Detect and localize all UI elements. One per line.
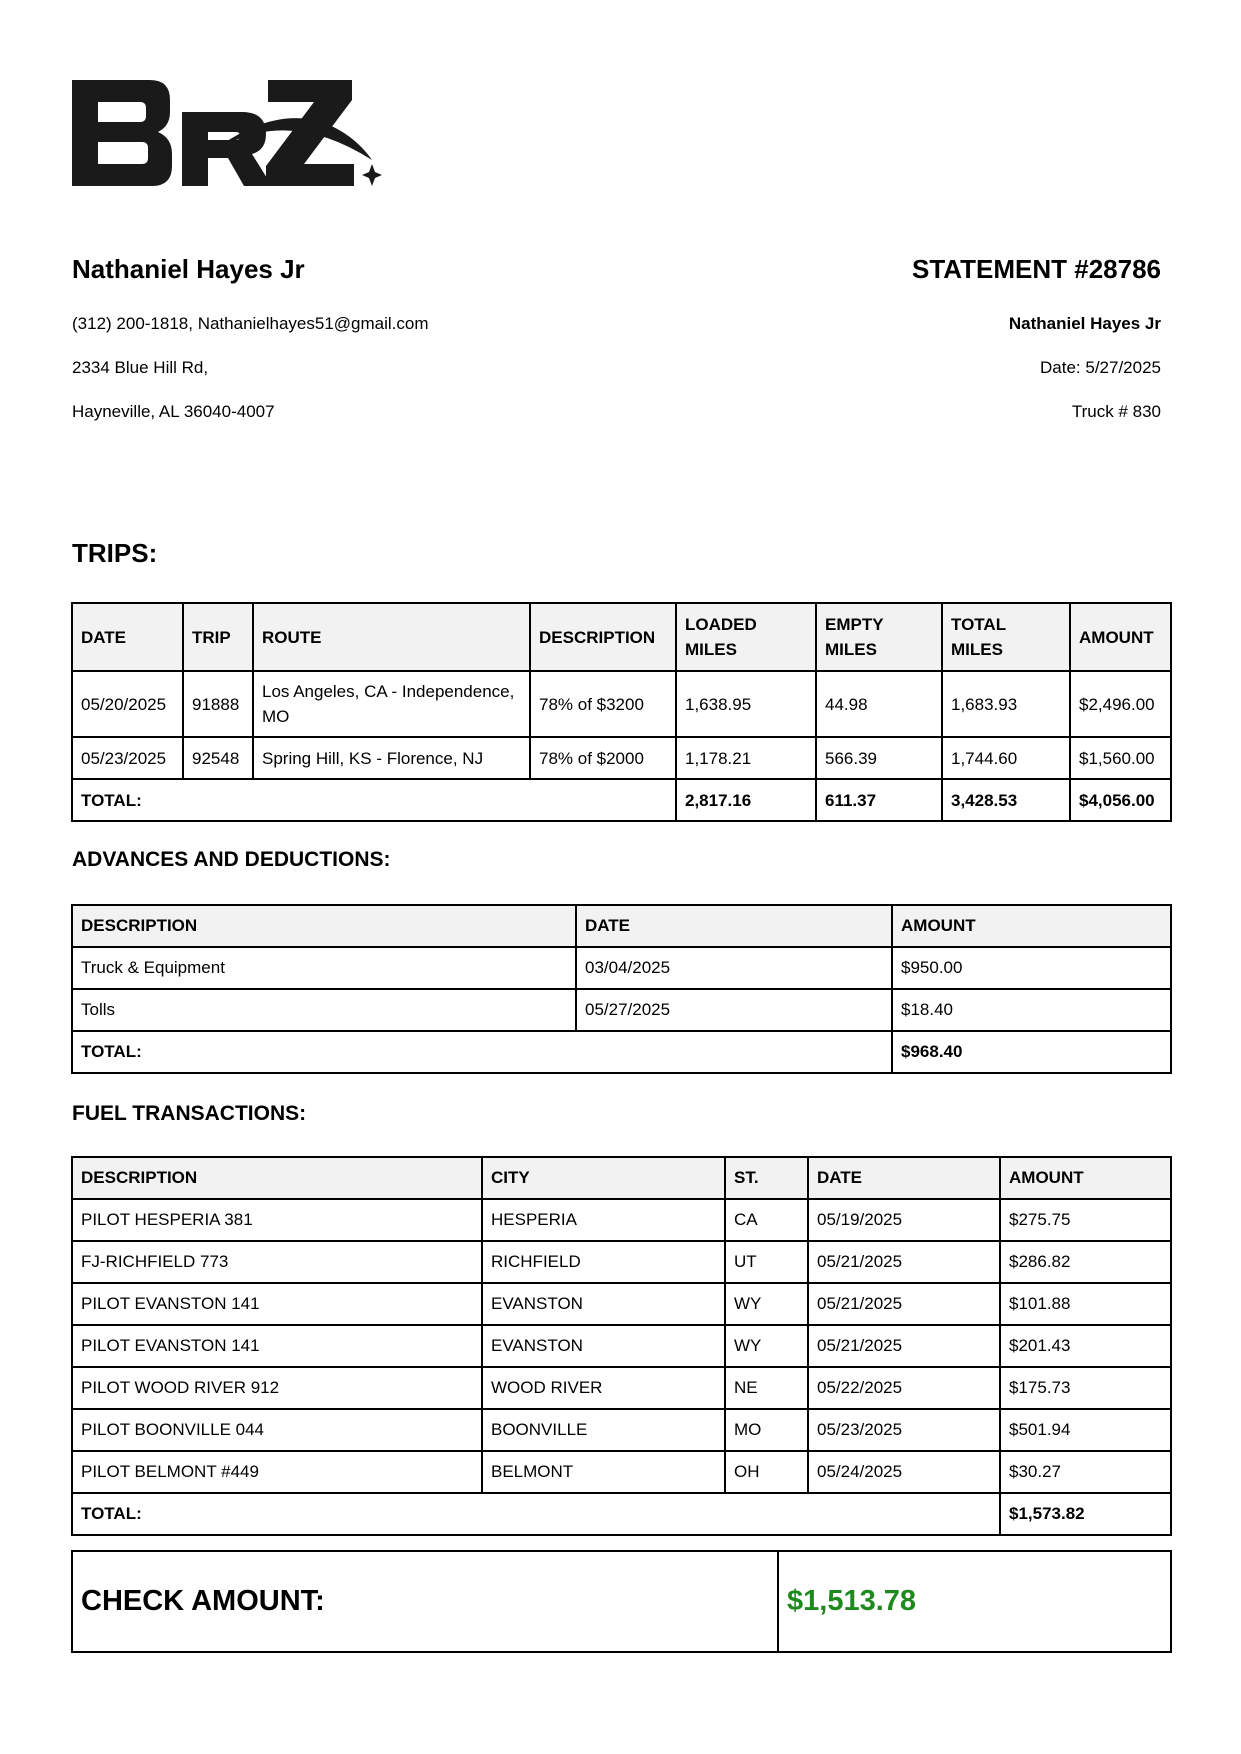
table-cell: Truck & Equipment (72, 947, 576, 989)
table-cell: Los Angeles, CA - Independence, MO (253, 671, 530, 737)
statement-truck: Truck # 830 (1071, 402, 1161, 421)
table-row (72, 671, 1171, 737)
table-cell: EVANSTON (482, 1283, 725, 1325)
table-row (72, 737, 1171, 779)
table-cell: PILOT EVANSTON 141 (72, 1283, 482, 1325)
trips-table (71, 602, 1172, 822)
table-cell: BOONVILLE (482, 1409, 725, 1451)
table-cell: 1,178.21 (676, 737, 816, 779)
total-row (72, 779, 1171, 821)
table-header-row (72, 603, 1171, 671)
company-logo (72, 78, 382, 190)
total-cell: $968.40 (892, 1031, 1171, 1073)
table-cell: 05/23/2025 (808, 1409, 1000, 1451)
total-row (72, 1493, 1171, 1535)
table-cell: PILOT BOONVILLE 044 (72, 1409, 482, 1451)
driver-address-line1: 2334 Blue Hill Rd, (72, 358, 209, 377)
table-cell: Spring Hill, KS - Florence, NJ (253, 737, 530, 779)
table-cell: $30.27 (1000, 1451, 1171, 1493)
total-label: TOTAL: (72, 1031, 892, 1073)
table-cell: 05/21/2025 (808, 1241, 1000, 1283)
table-cell: $2,496.00 (1070, 671, 1171, 737)
driver-info (72, 254, 429, 421)
statement-name: Nathaniel Hayes Jr (1008, 314, 1161, 333)
table-cell: PILOT EVANSTON 141 (72, 1325, 482, 1367)
table-cell: OH (725, 1451, 808, 1493)
column-header: DATE (808, 1157, 1000, 1199)
column-header: AMOUNT (1000, 1157, 1171, 1199)
table-cell: UT (725, 1241, 808, 1283)
table-cell: $286.82 (1000, 1241, 1171, 1283)
check-amount-box (71, 1550, 1172, 1653)
column-header: DATE (72, 603, 183, 671)
table-cell: $101.88 (1000, 1283, 1171, 1325)
table-cell: 03/04/2025 (576, 947, 892, 989)
table-cell: EVANSTON (482, 1325, 725, 1367)
table-cell: $275.75 (1000, 1199, 1171, 1241)
total-label: TOTAL: (72, 1493, 1000, 1535)
table-row (72, 989, 1171, 1031)
table-cell: $501.94 (1000, 1409, 1171, 1451)
table-cell: 05/21/2025 (808, 1283, 1000, 1325)
table-cell: BELMONT (482, 1451, 725, 1493)
fuel-title: FUEL TRANSACTIONS: (72, 1102, 307, 1125)
column-header: DATE (576, 905, 892, 947)
table-row (72, 947, 1171, 989)
column-header: AMOUNT (1070, 603, 1171, 671)
table-cell: $18.40 (892, 989, 1171, 1031)
table-cell: MO (725, 1409, 808, 1451)
table-cell: 05/23/2025 (72, 737, 183, 779)
table-cell: 78% of $2000 (530, 737, 676, 779)
table-cell: 566.39 (816, 737, 942, 779)
column-header: TOTAL MILES (942, 603, 1070, 671)
table-cell: $1,560.00 (1070, 737, 1171, 779)
check-amount-label: CHECK AMOUNT: (72, 1551, 778, 1652)
table-cell: 78% of $3200 (530, 671, 676, 737)
table-cell: WY (725, 1325, 808, 1367)
column-header: DESCRIPTION (72, 905, 576, 947)
column-header: TRIP (183, 603, 253, 671)
driver-name: Nathaniel Hayes Jr (72, 254, 305, 284)
table-cell: 05/21/2025 (808, 1325, 1000, 1367)
table-cell: CA (725, 1199, 808, 1241)
column-header: LOADED MILES (676, 603, 816, 671)
statement-info (911, 254, 1161, 421)
table-cell: $950.00 (892, 947, 1171, 989)
driver-address-line2: Hayneville, AL 36040-4007 (72, 402, 275, 421)
table-cell: 92548 (183, 737, 253, 779)
table-row (72, 1241, 1171, 1283)
table-cell: RICHFIELD (482, 1241, 725, 1283)
advances-title: ADVANCES AND DEDUCTIONS: (72, 848, 391, 871)
total-row (72, 1031, 1171, 1073)
table-header-row (72, 905, 1171, 947)
table-cell: 05/22/2025 (808, 1367, 1000, 1409)
advances-table (71, 904, 1172, 1074)
driver-contact: (312) 200-1818, Nathanielhayes51@gmail.com (72, 314, 429, 333)
table-cell: NE (725, 1367, 808, 1409)
table-row (72, 1451, 1171, 1493)
column-header: ROUTE (253, 603, 530, 671)
total-label: TOTAL: (72, 779, 676, 821)
column-header: DESCRIPTION (530, 603, 676, 671)
total-cell: 611.37 (816, 779, 942, 821)
table-cell: 05/24/2025 (808, 1451, 1000, 1493)
table-row (72, 1409, 1171, 1451)
table-cell: FJ-RICHFIELD 773 (72, 1241, 482, 1283)
table-cell: 05/19/2025 (808, 1199, 1000, 1241)
column-header: EMPTY MILES (816, 603, 942, 671)
table-cell: 1,683.93 (942, 671, 1070, 737)
total-cell: 3,428.53 (942, 779, 1070, 821)
column-header: AMOUNT (892, 905, 1171, 947)
table-cell: WOOD RIVER (482, 1367, 725, 1409)
total-cell: $1,573.82 (1000, 1493, 1171, 1535)
table-cell: 05/27/2025 (576, 989, 892, 1031)
table-cell: 44.98 (816, 671, 942, 737)
table-row (72, 1325, 1171, 1367)
statement-title: STATEMENT #28786 (911, 254, 1161, 284)
table-cell: HESPERIA (482, 1199, 725, 1241)
table-cell: $175.73 (1000, 1367, 1171, 1409)
table-cell: $201.43 (1000, 1325, 1171, 1367)
fuel-table (71, 1156, 1172, 1536)
trips-title: TRIPS: (72, 538, 158, 568)
table-cell: 1,638.95 (676, 671, 816, 737)
table-cell: PILOT BELMONT #449 (72, 1451, 482, 1493)
column-header: DESCRIPTION (72, 1157, 482, 1199)
table-row (72, 1367, 1171, 1409)
table-row (72, 1283, 1171, 1325)
total-cell: $4,056.00 (1070, 779, 1171, 821)
table-header-row (72, 1157, 1171, 1199)
column-header: ST. (725, 1157, 808, 1199)
column-header: CITY (482, 1157, 725, 1199)
table-row (72, 1199, 1171, 1241)
total-cell: 2,817.16 (676, 779, 816, 821)
table-cell: WY (725, 1283, 808, 1325)
table-cell: 05/20/2025 (72, 671, 183, 737)
table-cell: 1,744.60 (942, 737, 1070, 779)
check-amount-value: $1,513.78 (778, 1551, 1171, 1652)
table-cell: Tolls (72, 989, 576, 1031)
table-cell: PILOT HESPERIA 381 (72, 1199, 482, 1241)
table-cell: 91888 (183, 671, 253, 737)
check-amount-row (72, 1551, 1171, 1652)
statement-date: Date: 5/27/2025 (1040, 358, 1161, 377)
table-cell: PILOT WOOD RIVER 912 (72, 1367, 482, 1409)
